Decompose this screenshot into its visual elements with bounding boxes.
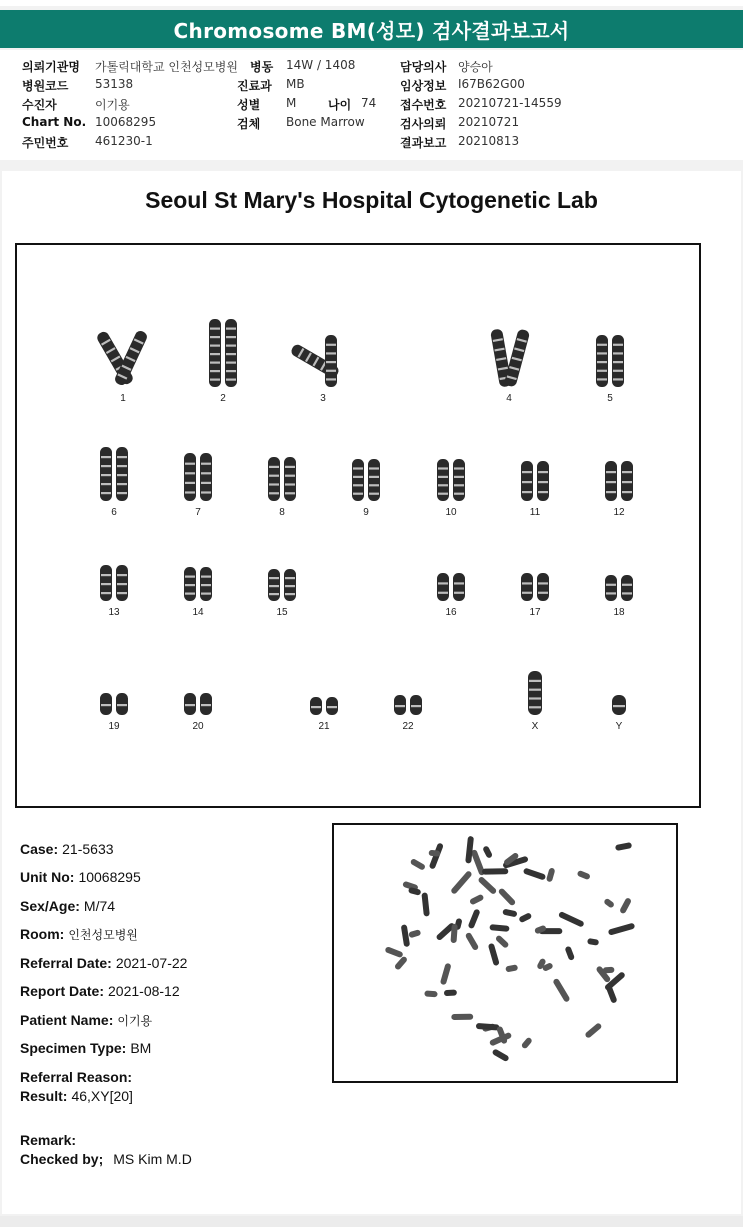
- specimen-type-row: [20, 1040, 151, 1056]
- report-date-label: Report Date:: [20, 983, 105, 999]
- referral-date-label: Referral Date:: [20, 955, 112, 971]
- patient-label: 수진자: [22, 98, 57, 112]
- patient-info-panel: [0, 50, 743, 160]
- chromosome-label-13: 13: [108, 607, 120, 618]
- chromosome-label-15: 15: [276, 607, 288, 618]
- chromosome-label-12: 12: [613, 507, 625, 518]
- metaphase-image: [332, 823, 678, 1083]
- chromosome-pair-8: [252, 455, 312, 505]
- department-value: MB: [286, 77, 305, 91]
- chromosome-pair-1: [93, 327, 153, 391]
- chromosome-pair-17: [505, 571, 565, 605]
- chromosome-pair-x: [505, 669, 565, 719]
- sex-value: M: [286, 96, 297, 110]
- chromosome-label-6: 6: [111, 507, 117, 518]
- ward-label: 병동: [250, 60, 274, 74]
- hospital-code-value: 53138: [95, 77, 134, 91]
- chromosome-label-4: 4: [506, 393, 512, 404]
- report-title: Chromosome BM(성모) 검사결과보고서: [173, 18, 570, 43]
- report-date-row: [20, 983, 180, 999]
- chromosome-label-x: X: [531, 721, 539, 732]
- chromosome-label-17: 17: [529, 607, 541, 618]
- doctor-value: 양승아: [458, 60, 493, 74]
- result-report-label: 결과보고: [400, 136, 447, 150]
- chromosome-label-8: 8: [279, 507, 285, 518]
- karyotype-panel: [15, 243, 701, 808]
- chromosome-pair-7: [168, 451, 228, 505]
- test-request-value: 20210721: [458, 115, 520, 129]
- chromosome-label-y: Y: [615, 721, 623, 732]
- chromosome-label-3: 3: [320, 393, 326, 404]
- chromosome-pair-16: [421, 571, 481, 605]
- chromosome-label-10: 10: [445, 507, 457, 518]
- unit-no-value: 10068295: [78, 869, 141, 885]
- chromosome-label-5: 5: [607, 393, 613, 404]
- chromosome-label-16: 16: [445, 607, 457, 618]
- test-request-label: 검사의뢰: [400, 117, 447, 131]
- specimen-type-value: BM: [130, 1040, 152, 1056]
- hospital-code-label: 병원코드: [22, 79, 69, 93]
- ward-value: 14W / 1408: [286, 58, 356, 72]
- sex-label: 성별: [237, 98, 261, 112]
- unit-no-row: [20, 869, 141, 885]
- chromosome-label-21: 21: [318, 721, 330, 732]
- patient-value: 이기용: [95, 98, 130, 112]
- resident-no-value: 461230-1: [95, 134, 153, 148]
- chromosome-pair-12: [589, 459, 649, 505]
- remark-label: Remark:: [20, 1132, 77, 1148]
- chromosome-label-14: 14: [192, 607, 204, 618]
- checked-by-row: [20, 1151, 192, 1167]
- result-label: Result:: [20, 1088, 68, 1104]
- referral-reason-label: Referral Reason:: [20, 1069, 133, 1085]
- chromosome-label-20: 20: [192, 721, 204, 732]
- doctor-label: 담당의사: [400, 60, 447, 74]
- chromosome-pair-14: [168, 565, 228, 605]
- department-label: 진료과: [237, 79, 272, 93]
- patient-name-row: [20, 1012, 152, 1029]
- remark-row: [20, 1132, 80, 1148]
- chromosome-pair-13: [84, 563, 144, 605]
- chromosome-pair-3: [293, 333, 353, 391]
- chromosome-pair-10: [421, 457, 481, 505]
- chromosome-pair-21: [294, 695, 354, 719]
- case-value: 21-5633: [62, 841, 114, 857]
- specimen-label: 검체: [237, 117, 261, 131]
- specimen-type-label: Specimen Type:: [20, 1040, 127, 1056]
- chart-no-value: 10068295: [95, 115, 157, 129]
- chromosome-label-19: 19: [108, 721, 120, 732]
- patient-name-value: 이기용: [117, 1014, 153, 1028]
- result-value: 46,XY[20]: [71, 1088, 133, 1104]
- sex-age-row: [20, 898, 115, 914]
- chromosome-label-7: 7: [195, 507, 201, 518]
- unit-no-label: Unit No:: [20, 869, 75, 885]
- room-row: [20, 926, 138, 943]
- receipt-no-value: 20210721-14559: [458, 96, 562, 110]
- case-label: Case:: [20, 841, 59, 857]
- age-label: 나이: [328, 98, 352, 112]
- chromosome-pair-2: [193, 317, 253, 391]
- room-label: Room:: [20, 926, 65, 942]
- sex-age-label: Sex/Age:: [20, 898, 80, 914]
- chart-no-label: Chart No.: [22, 115, 87, 129]
- checked-by-label: Checked by;: [20, 1151, 104, 1167]
- case-row: [20, 841, 114, 857]
- specimen-value: Bone Marrow: [286, 115, 365, 129]
- age-value: 74: [361, 96, 377, 110]
- chromosome-pair-y: [589, 693, 649, 719]
- chromosome-pair-20: [168, 691, 228, 719]
- chromosome-pair-9: [336, 457, 396, 505]
- chromosome-label-11: 11: [529, 507, 541, 518]
- chromosome-pair-5: [580, 333, 640, 391]
- clinical-info-value: I67B62G00: [458, 77, 525, 91]
- referral-date-row: [20, 955, 187, 971]
- checked-by-value: MS Kim M.D: [113, 1151, 192, 1167]
- chromosome-pair-19: [84, 691, 144, 719]
- chromosome-pair-11: [505, 459, 565, 505]
- chromosome-pair-6: [84, 445, 144, 505]
- result-report-value: 20210813: [458, 134, 520, 148]
- chromosome-pair-18: [589, 573, 649, 605]
- chromosome-label-1: 1: [120, 393, 126, 404]
- chromosome-label-9: 9: [363, 507, 369, 518]
- result-row: [20, 1088, 133, 1104]
- top-edge: [0, 0, 743, 6]
- patient-name-label: Patient Name:: [20, 1012, 114, 1028]
- receipt-no-label: 접수번호: [400, 98, 447, 112]
- chromosome-label-2: 2: [220, 393, 226, 404]
- chromosome-pair-22: [378, 693, 438, 719]
- resident-no-label: 주민번호: [22, 136, 69, 150]
- request-institution-label: 의뢰기관명: [22, 60, 80, 74]
- clinical-info-label: 임상정보: [400, 79, 447, 93]
- metaphase-spread-picture: [334, 825, 676, 1081]
- referral-reason-row: [20, 1069, 136, 1085]
- report-title-bar: [0, 10, 743, 48]
- referral-date-value: 2021-07-22: [115, 955, 188, 971]
- bottom-edge: [0, 1216, 743, 1227]
- request-institution-value: 가톨릭대학교 인천성모병원: [95, 60, 238, 74]
- report-date-value: 2021-08-12: [108, 983, 180, 999]
- chromosome-pair-15: [252, 567, 312, 605]
- chromosome-pair-4: [479, 327, 539, 391]
- chromosome-label-18: 18: [613, 607, 625, 618]
- lab-title: Seoul St Mary's Hospital Cytogenetic Lab: [145, 187, 598, 213]
- room-value: 인천성모병원: [68, 928, 138, 942]
- cytogenetic-report: [2, 171, 741, 1214]
- sex-age-value: M/74: [83, 898, 116, 914]
- chromosome-label-22: 22: [402, 721, 414, 732]
